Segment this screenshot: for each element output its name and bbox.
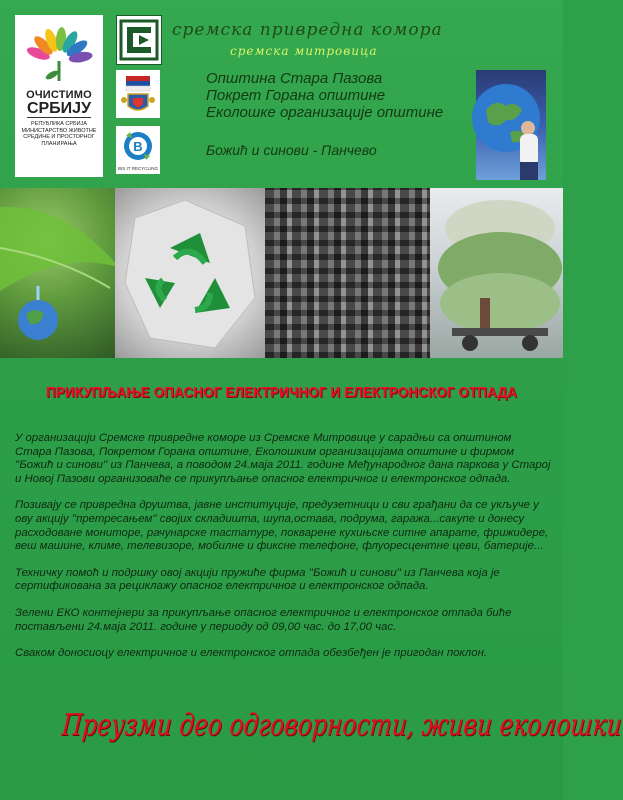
leaf-water-drop-photo [0,188,115,358]
paragraph: Зелени ЕКО контејнери за прикупљање опасног електричног и електронског отпада биће постављени 24.маја 2011. године у периоду од 09,00 час. до 17,00 час. [15,606,512,633]
ocistimo-srbiju-logo [15,15,103,177]
paragraph: Техничку помоћ и подршку овој акцији пружиће фирма ''Божић и синови'' из Панчева која је сертификована за рециклажу опасног електричног и електронског одпада. [15,566,500,593]
recycling-logo-text: BIS IT RECYCLING [118,166,158,171]
flower-logo-icon [22,21,96,85]
chamber-subtitle: сремска митровица [230,44,378,58]
ocistimo-title: ОЧИСТИМО [26,89,92,101]
paragraph: У организацији Сремске привредне коморе из Сремске Митровице у сарадњи са општином Стара Пазова, Покретом Горана општине, Еколошким организацијама општине и фирмом ''Божић и синови'' из Панчева, а поводом 24.маја 2011. године Међународног дана паркова у Старој и Новој Пазови организоваће се прикупљање опасног електричног и електронског одпада. [15,432,551,485]
company-name: Божић и синови - Панчево [206,142,377,158]
recycle-b-icon [116,126,160,174]
plastic-bottles-cart-photo [430,188,563,358]
ministry-text: РЕПУБЛИКА СРБИЈА МИНИСТАРСТВО ЖИВОТНЕ СРЕДИНЕ И ПРОСТОРНОГ ПЛАНИРАЊА [21,121,97,147]
organizers-list [206,70,443,121]
electronic-waste-pile-photo [265,188,430,358]
organizer-line: Еколошке организације општине [206,104,444,121]
headline: ПРИКУПЉАЊЕ ОПАСНОГ ЕЛЕКТРИЧНОГ И ЕЛЕКТРОНСКОГ ОТПАДА [46,385,517,401]
chamber-title: сремска привредна комора [172,20,443,40]
svg-text:B: B [133,139,143,154]
coat-of-arms-icon [116,70,160,118]
globe-child-photo [476,70,546,180]
organizer-line: Покрет Горана општине [206,87,386,104]
slogan: Преузми део одговорности, живи еколошки [60,708,623,743]
body-text [15,432,551,674]
chamber-logo-icon [116,15,162,65]
organizer-line: Општина Стара Пазова [206,70,383,87]
photo-strip [0,188,563,358]
paragraph: Сваком доносиоцу електричног и електронског отпада обезбеђен је пригодан поклон. [15,647,487,660]
crumpled-paper-recycle-photo [115,188,265,358]
recycling-company-logo [116,126,160,174]
srbiju-title: СРБИЈУ [26,100,92,117]
paragraph: Позивају се привредна друштва, јавне институције, предузетници и сви грађани да се укључе у ову акцију ''претресањем'' својих складишта, шупа,остава, подрума, гаража...сакупе и донесу расходоване мониторе, рачунарске тастатуре, покварене кухињске ситне апарате, фрижидере, веш машине, климе, телевизоре, мобилне и фиксне телефоне, флуоресцентне цеви, батерије... [15,499,549,553]
